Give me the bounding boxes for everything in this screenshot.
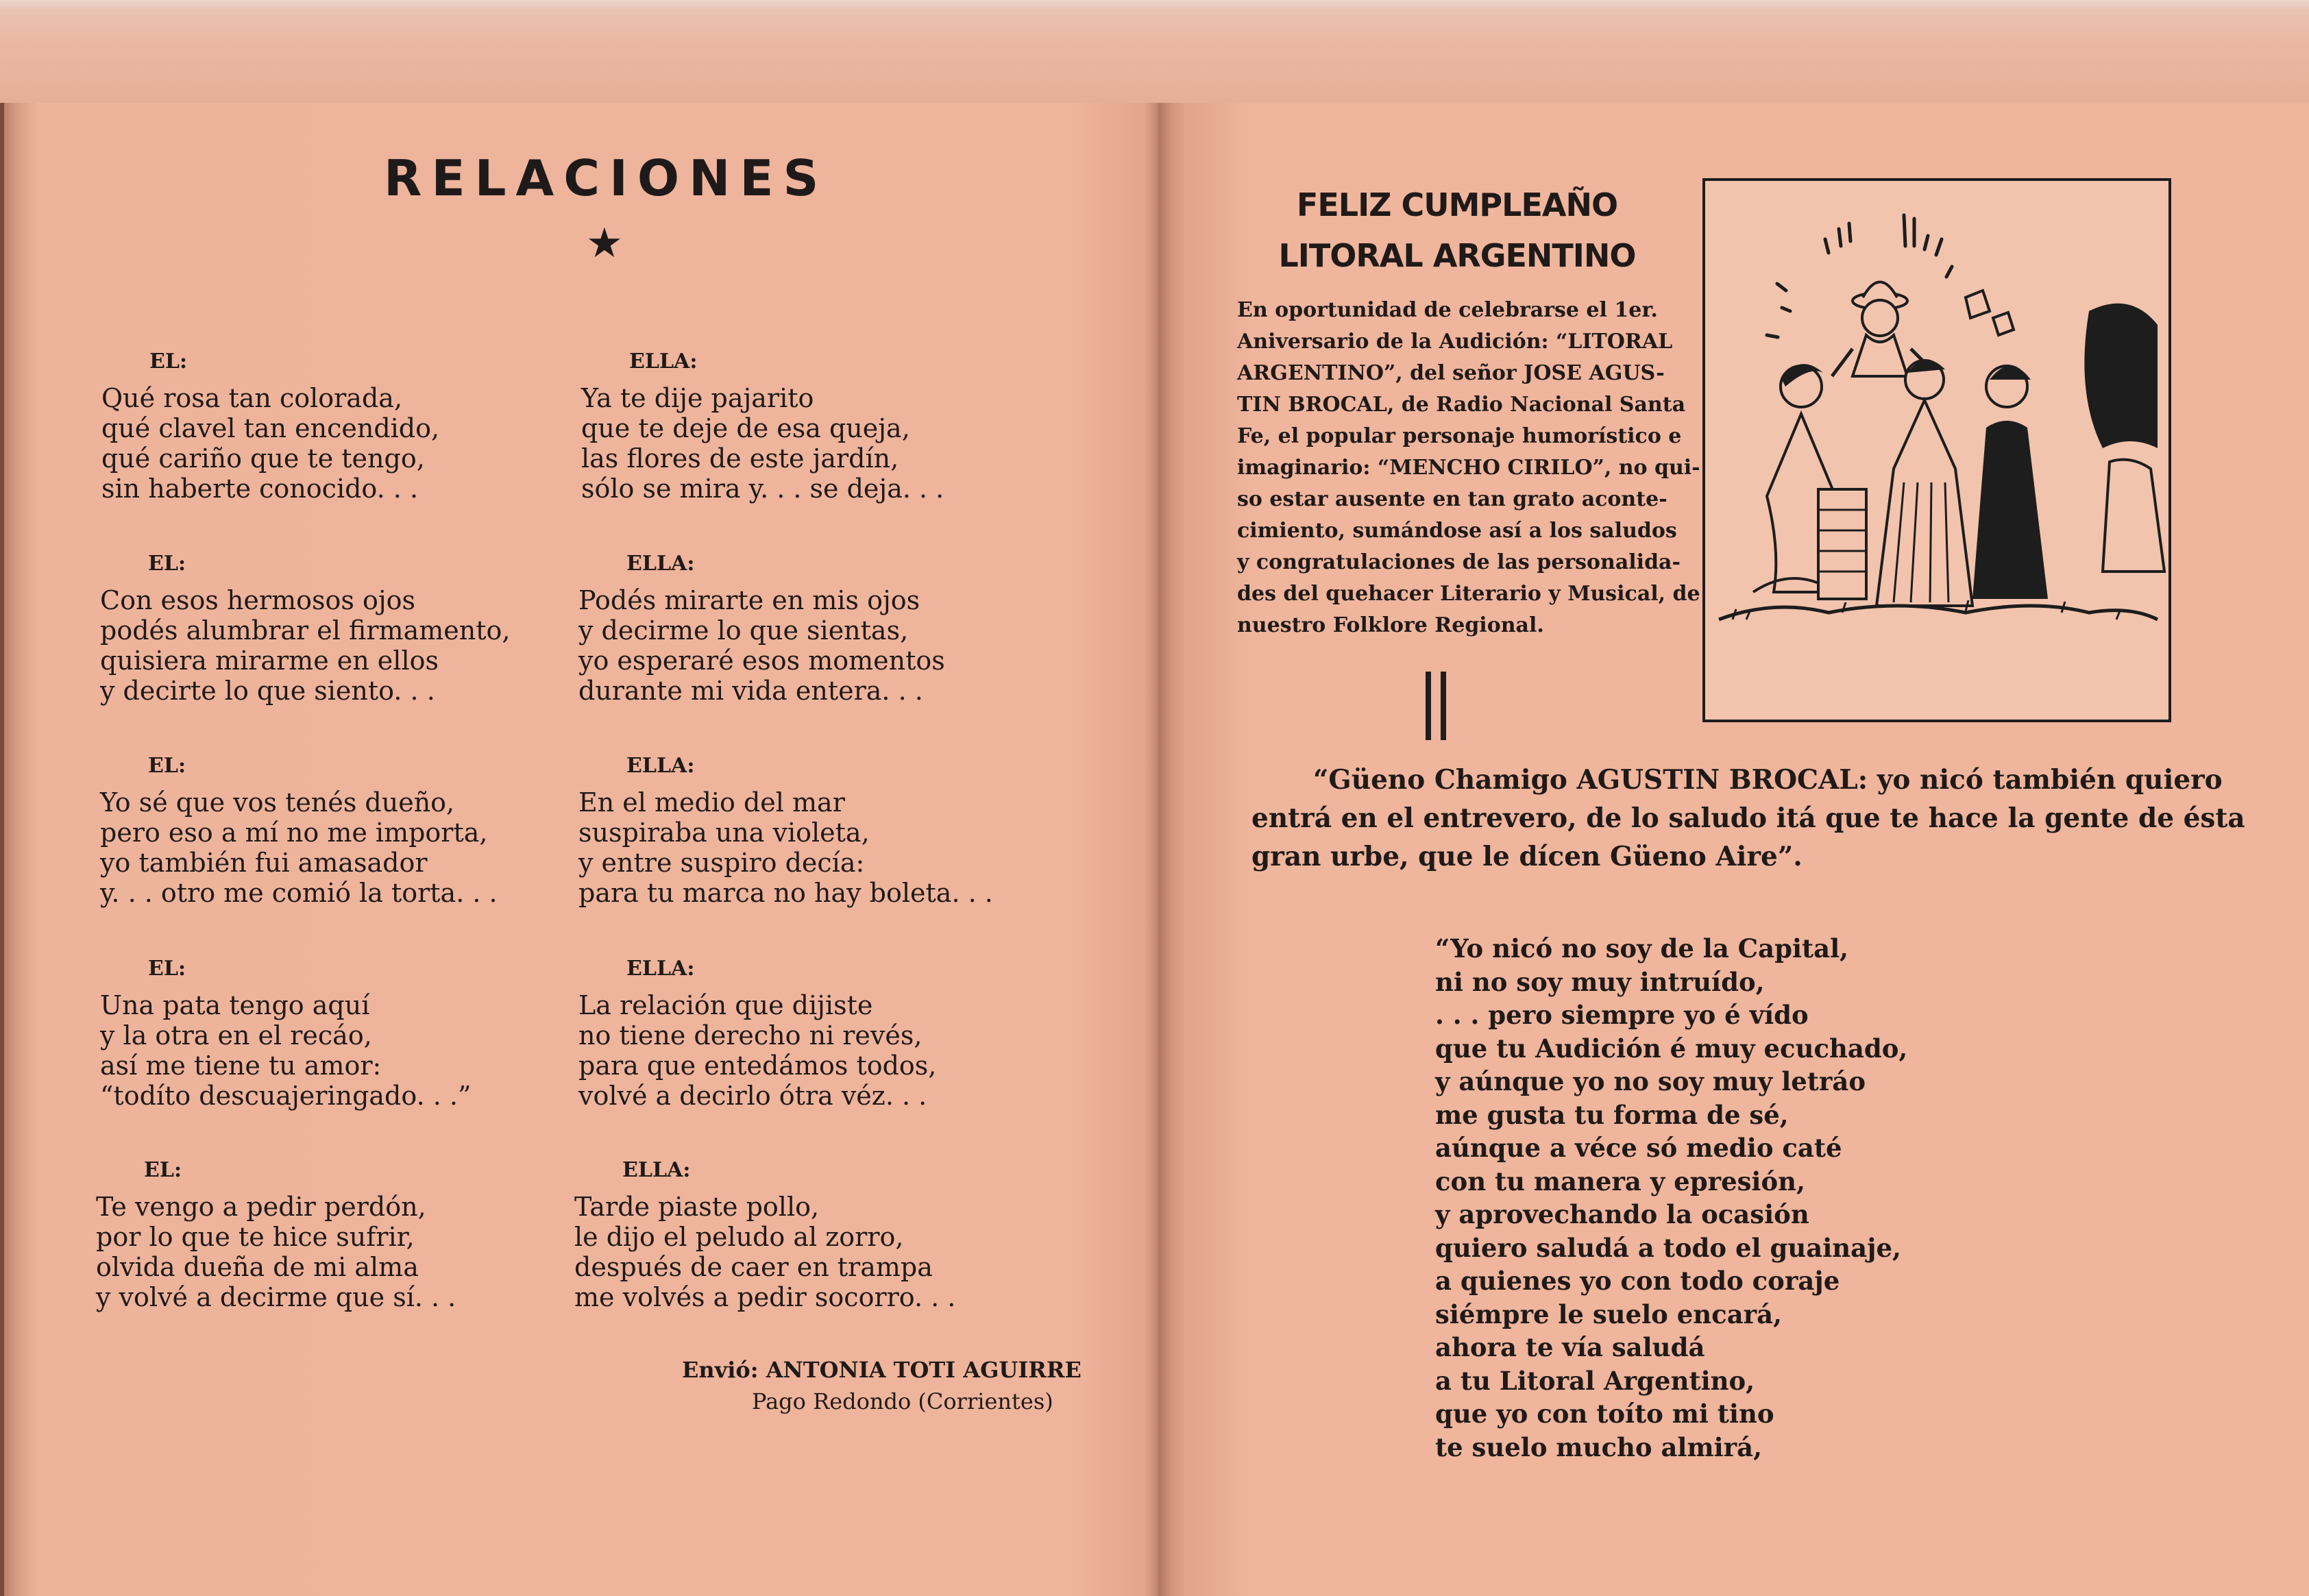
stanza-ella-1 [581, 349, 1075, 504]
poem-line: ni no soy muy intruído, [1435, 966, 1765, 997]
verse-line: quisiera mirarme en ellos [100, 646, 439, 676]
verse-line: no tiene derecho ni revés, [578, 1020, 923, 1051]
poem-line: que yo con toíto mi tino [1435, 1399, 1774, 1429]
credit-sender: Envió: ANTONIA TOTI AGUIRRE [682, 1357, 1082, 1383]
verse-line: y la otra en el recáo, [100, 1020, 372, 1051]
verse-line: volvé a decirlo ótra véz. . . [578, 1081, 927, 1111]
verse-line: Ya te dije pajarito [581, 383, 814, 413]
poem-line: y aúnque yo no soy muy letráo [1435, 1066, 1866, 1096]
stanza-el-4 [100, 957, 594, 1111]
poem-line: quiero saludá a todo el guainaje, [1435, 1232, 1901, 1263]
intro-line: Aniversario de la Audición: “LITORAL [1237, 330, 1673, 354]
quote-line: entrá en el entrevero, de lo saludo itá que te hace la gente de ésta [1251, 802, 2245, 834]
speaker-label: EL: [144, 1158, 182, 1182]
intro-paragraph [1237, 295, 1700, 641]
verse-line: y entre suspiro decía: [578, 848, 865, 878]
verse-line: qué cariño que te tengo, [101, 443, 425, 474]
speaker-label: ELLA: [626, 957, 695, 981]
poem-line: y aprovechando la ocasión [1435, 1199, 1809, 1229]
headline-line-2: LITORAL ARGENTINO [1278, 237, 1636, 274]
verse-line: yo también fui amasador [100, 848, 428, 878]
verse-line: para tu marca no hay boleta. . . [578, 878, 993, 908]
stanza-ella-2 [578, 552, 1072, 706]
verse-line: suspiraba una violeta, [578, 818, 870, 848]
poem-line: aúnque a véce só medio caté [1435, 1133, 1842, 1163]
poem-line: me gusta tu forma de sé, [1435, 1099, 1789, 1130]
poem-line: a quienes yo con todo coraje [1435, 1266, 1840, 1296]
poem-line: . . . pero siempre yo é vído [1435, 1000, 1809, 1030]
poem-line: siémpre le suelo encará, [1435, 1299, 1783, 1329]
verse-line: En el medio del mar [578, 787, 845, 818]
speaker-label: EL: [149, 349, 188, 373]
poem-line: te suelo mucho almirá, [1435, 1432, 1763, 1462]
poem-line: ahora te vía saludá [1435, 1332, 1705, 1362]
stanza-ella-3 [578, 754, 1072, 908]
verse-line: y decirte lo que siento. . . [100, 676, 435, 706]
speaker-label: EL: [148, 754, 186, 778]
poem-line: “Yo nicó no soy de la Capital, [1435, 933, 1849, 963]
verse-line: me volvés a pedir socorro. . . [574, 1282, 956, 1312]
stanza-el-1 [101, 349, 595, 504]
verse-line: y volvé a decirme que sí. . . [96, 1282, 456, 1312]
stanza-el-3 [100, 754, 594, 908]
speaker-label: EL: [148, 552, 186, 576]
speaker-label: ELLA: [626, 754, 695, 778]
verse-line: y. . . otro me comió la torta. . . [100, 878, 498, 908]
verse-line: y decirme lo que sientas, [578, 615, 909, 646]
verse-line: Qué rosa tan colorada, [101, 383, 403, 413]
page-title: RELACIONES [384, 149, 829, 207]
quote-line: “Güeno Chamigo AGUSTIN BROCAL: yo nicó también quiero [1313, 764, 2223, 796]
headline-line-1: FELIZ CUMPLEAÑO [1296, 186, 1618, 223]
celebration-illustration [1702, 178, 2171, 722]
scanner-background [0, 0, 2309, 103]
verse-line: Con esos hermosos ojos [100, 585, 415, 615]
verse-line: podés alumbrar el firmamento, [100, 615, 511, 646]
intro-line: cimiento, sumándose así a los saludos [1237, 519, 1677, 543]
stanza-ella-5 [574, 1158, 1068, 1312]
poem-line: a tu Litoral Argentino, [1435, 1365, 1755, 1396]
speaker-label: ELLA: [622, 1158, 691, 1182]
speaker-label: ELLA: [626, 552, 695, 576]
verse-line: Yo sé que vos tenés dueño, [100, 787, 455, 818]
quote-line: gran urbe, que le dícen Güeno Aire”. [1251, 841, 1803, 872]
intro-line: des del quehacer Literario y Musical, de [1237, 582, 1700, 606]
intro-line: imaginario: “MENCHO CIRILO”, no qui- [1237, 456, 1700, 480]
verse-line: sólo se mira y. . . se deja. . . [581, 474, 944, 504]
poem-line: con tu manera y epresión, [1435, 1166, 1805, 1196]
verse-line: que te deje de esa queja, [581, 413, 910, 443]
verse-line: olvida dueña de mi alma [96, 1252, 419, 1282]
verse-line: yo esperaré esos momentos [578, 646, 945, 676]
verse-line: por lo que te hice sufrir, [96, 1222, 415, 1252]
verse-line: La relación que dijiste [578, 990, 873, 1020]
speaker-label: EL: [148, 957, 186, 981]
credit-location: Pago Redondo (Corrientes) [752, 1388, 1053, 1414]
intro-line: y congratulaciones de las personalida- [1237, 550, 1681, 574]
article-headline [1265, 180, 1649, 281]
intro-line: nuestro Folklore Regional. [1237, 613, 1544, 637]
intro-line: so estar ausente en tan grato aconte- [1237, 487, 1667, 511]
verse-line: le dijo el peludo al zorro, [574, 1222, 904, 1252]
verse-line: durante mi vida entera. . . [578, 676, 923, 706]
stanza-el-5 [96, 1158, 589, 1312]
speaker-label: ELLA: [629, 349, 698, 373]
stanza-el-2 [100, 552, 594, 706]
verse-line: Te vengo a pedir perdón, [96, 1192, 426, 1222]
verse-line: Podés mirarte en mis ojos [578, 585, 920, 615]
verse-line: qué clavel tan encendido, [101, 413, 440, 443]
verse-line: pero eso a mí no me importa, [100, 818, 488, 848]
intro-line: TIN BROCAL, de Radio Nacional Santa [1237, 393, 1686, 417]
intro-line: ARGENTINO”, del señor JOSE AGUS- [1237, 361, 1665, 385]
intro-line: Fe, el popular personaje humorístico e [1237, 424, 1682, 448]
greeting-quote [1251, 761, 2245, 876]
verse-line: Una pata tengo aquí [100, 990, 370, 1020]
verse-line: “todíto descuajeringado. . .” [100, 1081, 472, 1111]
stanza-ella-4 [578, 957, 1072, 1111]
verse-line: Tarde piaste pollo, [574, 1192, 820, 1222]
verse-line: después de caer en trampa [574, 1252, 933, 1282]
poem-line: que tu Audición é muy ecuchado, [1435, 1033, 1908, 1064]
intro-line: En oportunidad de celebrarse el 1er. [1237, 298, 1658, 322]
verse-line: así me tiene tu amor: [100, 1051, 382, 1081]
poem [1435, 932, 1907, 1464]
verse-line: para que entedámos todos, [578, 1051, 937, 1081]
verse-line: las flores de este jardín, [581, 443, 899, 474]
star-ornament: ★ [586, 219, 623, 267]
verse-line: sin haberte conocido. . . [101, 474, 419, 504]
book-gutter [1145, 103, 1172, 1596]
